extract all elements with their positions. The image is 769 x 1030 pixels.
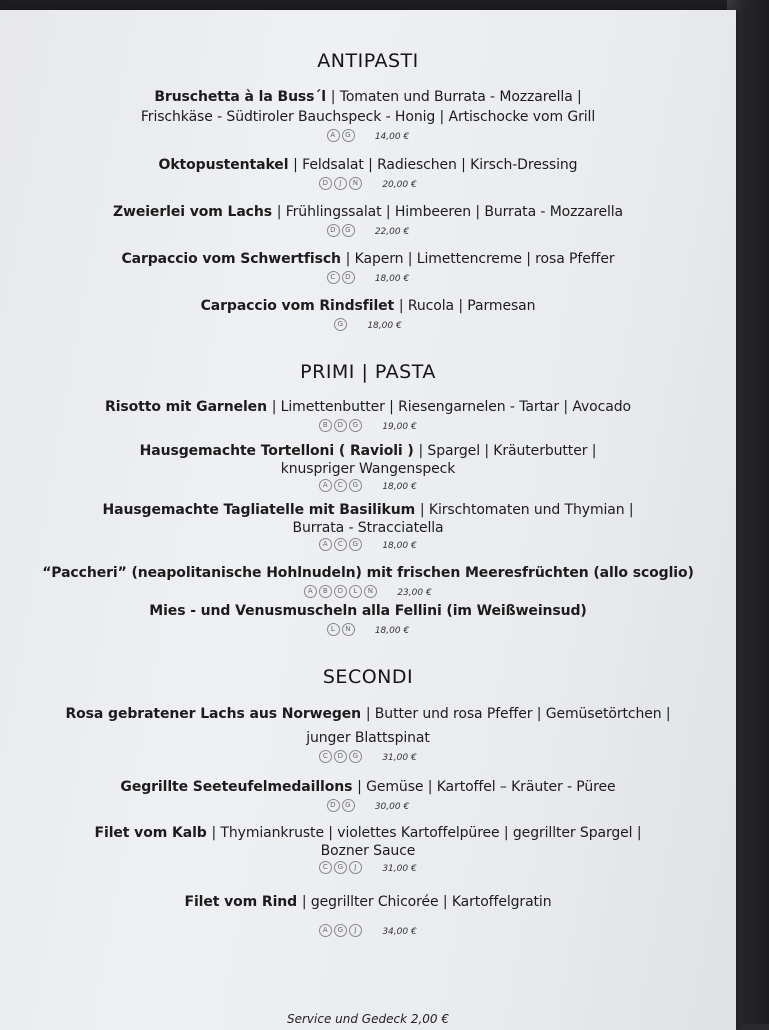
dish-price: 23,00 € xyxy=(397,588,432,598)
dish-primi-0 xyxy=(0,397,736,437)
allergen-codes xyxy=(319,924,364,937)
allergen-codes xyxy=(319,750,364,763)
dish-line: Carpaccio vom Schwertfisch | Kapern | Limettencreme | rosa Pfeffer xyxy=(121,251,615,267)
dish-line: Zweierlei vom Lachs | Frühlingssalat | Himbeeren | Burrata - Mozzarella xyxy=(112,204,624,220)
allergen-badge: D xyxy=(327,224,340,237)
allergen-badge: C xyxy=(319,750,332,763)
dish-price: 19,00 € xyxy=(382,422,417,432)
allergen-codes xyxy=(319,419,364,432)
dish-price: 22,00 € xyxy=(374,227,410,237)
dish-price: 18,00 € xyxy=(382,482,417,492)
allergen-badge: L xyxy=(349,585,362,598)
allergen-badge: N xyxy=(342,623,355,636)
dish-price: 31,00 € xyxy=(382,753,417,763)
dish-line: Gegrillte Seeteufelmedaillons | Gemüse | Kartoffel – Kräuter - Püree xyxy=(120,779,616,795)
allergen-badge: G xyxy=(334,318,347,331)
allergen-codes xyxy=(334,318,349,331)
dish-line-2: Burrata - Stracciatella xyxy=(292,520,444,536)
dish-antipasti-3 xyxy=(0,249,736,289)
allergen-badge: B xyxy=(319,585,332,598)
allergen-codes xyxy=(319,479,364,492)
dish-price: 14,00 € xyxy=(374,132,410,142)
dish-price: 18,00 € xyxy=(374,626,410,636)
allergen-badge: G xyxy=(334,861,347,874)
dish-antipasti-1 xyxy=(0,155,736,195)
dish-price: 18,00 € xyxy=(374,274,410,284)
dish-antipasti-2 xyxy=(0,202,736,242)
dish-line: Mies - und Venusmuscheln alla Fellini (im Weißweinsud) xyxy=(149,603,587,619)
dish-line-2: Frischkäse - Südtiroler Bauchspeck - Honig | Artischocke vom Grill xyxy=(140,109,596,125)
dish-antipasti-4 xyxy=(0,296,736,336)
allergen-codes xyxy=(327,129,357,142)
allergen-codes xyxy=(319,538,364,551)
dish-primi-3 xyxy=(0,563,736,603)
dish-line: Filet vom Kalb | Thymiankruste | violettes Kartoffelpüree | gegrillter Spargel | xyxy=(94,825,642,841)
allergen-badge: G xyxy=(342,224,355,237)
allergen-badge: C xyxy=(319,861,332,874)
service-charge-note: Service und Gedeck 2,00 € xyxy=(286,1012,450,1026)
dish-price: 34,00 € xyxy=(382,927,417,937)
allergen-badge: G xyxy=(342,129,355,142)
dish-line: Hausgemachte Tagliatelle mit Basilikum | Kirschtomaten und Thymian | xyxy=(102,502,634,518)
dish-line-2: junger Blattspinat xyxy=(306,730,430,746)
dish-secondi-3 xyxy=(0,892,736,942)
allergen-badge: A xyxy=(327,129,340,142)
allergen-badge: A xyxy=(319,479,332,492)
allergen-codes xyxy=(327,799,357,812)
allergen-codes xyxy=(304,585,379,598)
menu-page xyxy=(0,10,736,1030)
section-title-primi: PRIMI | PASTA xyxy=(300,361,436,383)
allergen-badge: C xyxy=(334,538,347,551)
dish-price: 30,00 € xyxy=(374,802,410,812)
dish-line: Bruschetta à la Buss´l | Tomaten und Burrata - Mozzarella | xyxy=(154,89,582,105)
dish-line: Filet vom Rind | gegrillter Chicorée | Kartoffelgratin xyxy=(184,894,552,910)
allergen-badge: D xyxy=(319,177,332,190)
allergen-badge: G xyxy=(342,799,355,812)
allergen-badge: G xyxy=(349,419,362,432)
allergen-codes xyxy=(327,623,357,636)
dish-line: Hausgemachte Tortelloni ( Ravioli ) | Spargel | Kräuterbutter | xyxy=(139,443,597,459)
dish-primi-2 xyxy=(0,500,736,556)
dish-line: Oktopustentakel | Feldsalat | Radieschen | Kirsch-Dressing xyxy=(158,157,578,173)
allergen-codes xyxy=(327,224,357,237)
allergen-badge: A xyxy=(319,924,332,937)
allergen-codes xyxy=(327,271,357,284)
allergen-badge: D xyxy=(334,419,347,432)
allergen-badge: J xyxy=(349,924,362,937)
dish-line: “Paccheri” (neapolitanische Hohlnudeln) mit frischen Meeresfrüchten (allo scoglio) xyxy=(42,565,694,581)
allergen-badge: B xyxy=(319,419,332,432)
dish-line-2: Bozner Sauce xyxy=(320,843,416,859)
allergen-codes xyxy=(319,177,364,190)
dish-price: 31,00 € xyxy=(382,864,417,874)
allergen-badge: J xyxy=(349,861,362,874)
allergen-badge: D xyxy=(327,799,340,812)
allergen-badge: D xyxy=(342,271,355,284)
allergen-badge: G xyxy=(349,538,362,551)
dish-secondi-0 xyxy=(0,704,736,768)
dish-line: Carpaccio vom Rindsfilet | Rucola | Parmesan xyxy=(200,298,536,314)
dish-line: Risotto mit Garnelen | Limettenbutter | Riesengarnelen - Tartar | Avocado xyxy=(105,399,631,415)
dish-primi-1 xyxy=(0,441,736,497)
allergen-badge: A xyxy=(304,585,317,598)
allergen-badge: N xyxy=(349,177,362,190)
allergen-badge: D xyxy=(334,585,347,598)
allergen-codes xyxy=(319,861,364,874)
allergen-badge: G xyxy=(349,479,362,492)
allergen-badge: C xyxy=(334,479,347,492)
dish-primi-4 xyxy=(0,601,736,641)
dish-line-2: knuspriger Wangenspeck xyxy=(280,461,456,477)
dish-price: 20,00 € xyxy=(382,180,417,190)
allergen-badge: G xyxy=(349,750,362,763)
dish-antipasti-0 xyxy=(0,87,736,147)
allergen-badge: J xyxy=(334,177,347,190)
allergen-badge: G xyxy=(334,924,347,937)
dish-price: 18,00 € xyxy=(382,541,417,551)
dish-price: 18,00 € xyxy=(367,321,402,331)
allergen-badge: A xyxy=(319,538,332,551)
allergen-badge: L xyxy=(327,623,340,636)
section-title-antipasti: ANTIPASTI xyxy=(317,50,419,72)
dish-secondi-1 xyxy=(0,777,736,817)
section-title-secondi: SECONDI xyxy=(322,666,414,688)
dish-secondi-2 xyxy=(0,823,736,879)
allergen-badge: C xyxy=(327,271,340,284)
allergen-badge: N xyxy=(364,585,377,598)
dish-line: Rosa gebratener Lachs aus Norwegen | Butter und rosa Pfeffer | Gemüsetörtchen | xyxy=(65,706,671,722)
allergen-badge: D xyxy=(334,750,347,763)
